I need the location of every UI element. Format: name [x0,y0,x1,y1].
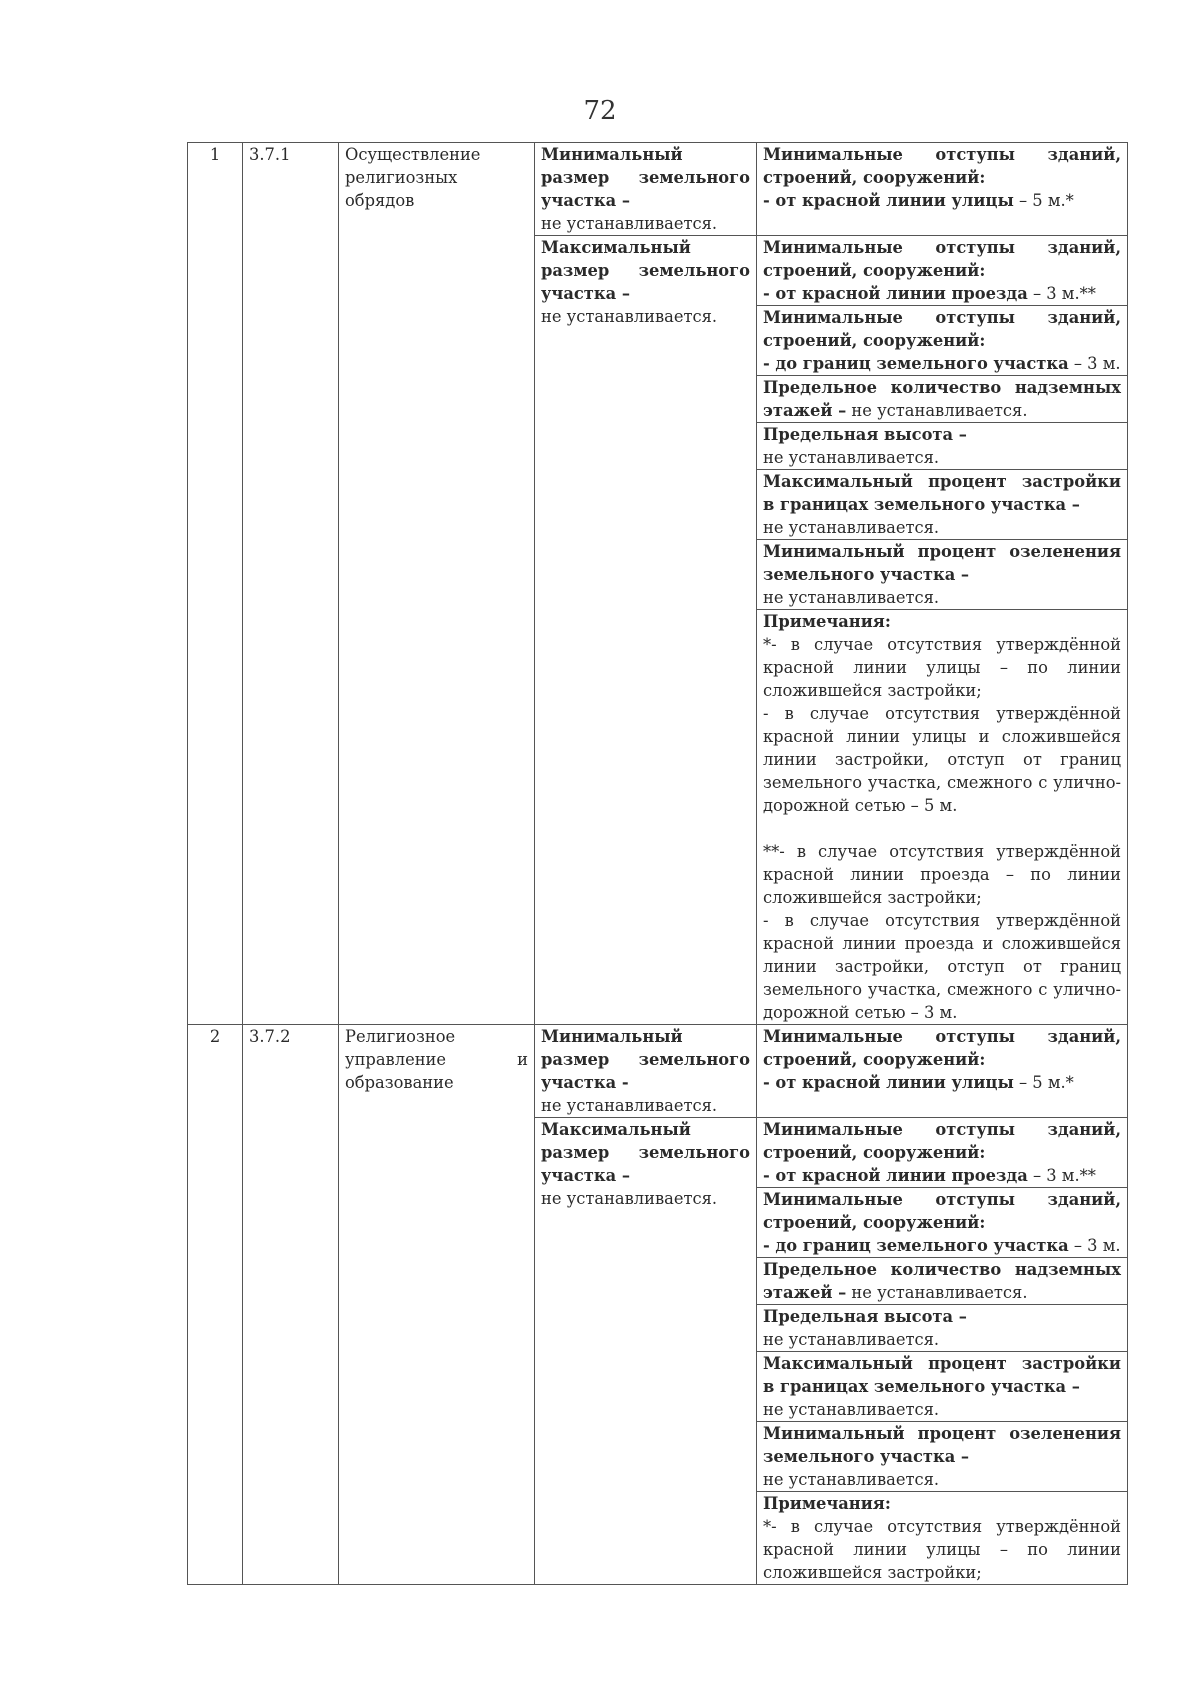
table-row [188,143,1128,236]
setback-title: строений, сооружений: [763,1143,986,1162]
setback-drive [757,236,1128,306]
setback-label: - до границ земельного участка [763,1236,1069,1255]
floors-title: Предельное количество надземных [763,1260,1121,1279]
note-line: сложившейся застройки; [763,681,982,700]
note-line: - в случае отсутствия утверждённой [763,911,1121,930]
min-size-title: участка – [541,191,631,210]
green-pct-value: не устанавливается. [763,1470,940,1489]
max-build-percent [757,1352,1128,1422]
setback-value: – 3 м.** [1027,1166,1096,1185]
build-pct-title: в границах земельного участка – [763,495,1080,514]
max-size-title: участка – [541,1166,631,1185]
max-size-title: размер земельного [541,261,750,280]
max-plot-size [535,1118,757,1585]
max-floors [757,1258,1128,1305]
floors-label: этажей – [763,401,847,420]
note-line: - в случае отсутствия утверждённой [763,704,1121,723]
min-size-title: Минимальный [541,145,683,164]
note-line: красной линии улицы – по линии [763,658,1121,677]
setback-title: строений, сооружений: [763,261,986,280]
use-name-line: Осуществление [345,145,481,164]
build-pct-title: Максимальный процент застройки [763,472,1121,491]
build-pct-value: не устанавливается. [763,1400,940,1419]
setback-border [757,306,1128,376]
setback-label: - от красной линии улицы [763,191,1014,210]
height-value: не устанавливается. [763,1330,940,1349]
setback-title: строений, сооружений: [763,1213,986,1232]
height-title: Предельная высота – [763,1307,967,1326]
setback-street [757,1025,1128,1118]
setback-value: – 3 м. [1068,354,1121,373]
setback-label: - до границ земельного участка [763,354,1069,373]
use-code: 3.7.2 [243,1025,339,1585]
row-number: 2 [188,1025,243,1585]
note-line: **- в случае отсутствия утверждённой [763,842,1121,861]
use-code: 3.7.1 [243,143,339,1025]
setback-label: - от красной линии проезда [763,284,1028,303]
green-pct-title: земельного участка – [763,565,970,584]
use-name-line: образование [345,1073,454,1092]
max-height [757,1305,1128,1352]
setback-title: Минимальные отступы зданий, [763,145,1121,164]
note-line: земельного участка, смежного с улично- [763,980,1121,999]
build-pct-title: Максимальный процент застройки [763,1354,1121,1373]
max-size-title: Максимальный [541,238,691,257]
height-value: не устанавливается. [763,448,940,467]
green-pct-value: не устанавливается. [763,588,940,607]
max-floors [757,376,1128,423]
table-row [188,1025,1128,1118]
setback-street [757,143,1128,236]
note-line: *- в случае отсутствия утверждённой [763,635,1121,654]
notes [757,610,1128,1025]
setback-title: Минимальные отступы зданий, [763,1120,1121,1139]
max-build-percent [757,470,1128,540]
setback-title: Минимальные отступы зданий, [763,1027,1121,1046]
setback-title: строений, сооружений: [763,168,986,187]
use-name [339,1025,535,1585]
use-name-line: религиозных [345,168,458,187]
min-size-title: размер земельного [541,168,750,187]
setback-label: - от красной линии проезда [763,1166,1028,1185]
setback-title: Минимальные отступы зданий, [763,308,1121,327]
notes-title: Примечания: [763,1494,891,1513]
note-line: земельного участка, смежного с улично- [763,773,1121,792]
min-size-value: не устанавливается. [541,214,718,233]
max-size-title: Максимальный [541,1120,691,1139]
note-line: сложившейся застройки; [763,888,982,907]
max-size-title: участка – [541,284,631,303]
use-name-line: обрядов [345,191,415,210]
setback-value: – 5 м.* [1013,191,1074,210]
floors-title: Предельное количество надземных [763,378,1121,397]
note-line: линии застройки, отступ от границ [763,957,1121,976]
regulations-table [187,142,1128,1585]
row-number: 1 [188,143,243,1025]
green-pct-title: Минимальный процент озеленения [763,542,1121,561]
min-size-title: Минимальный [541,1027,683,1046]
setback-title: Минимальные отступы зданий, [763,1190,1121,1209]
min-green-percent [757,540,1128,610]
build-pct-value: не устанавливается. [763,518,940,537]
height-title: Предельная высота – [763,425,967,444]
use-name [339,143,535,1025]
note-line: красной линии улицы и сложившейся [763,727,1121,746]
note-line: линии застройки, отступ от границ [763,750,1121,769]
note-line: сложившейся застройки; [763,1563,982,1582]
min-plot-size [535,143,757,236]
max-plot-size [535,236,757,1025]
note-line: красной линии улицы – по линии [763,1540,1121,1559]
max-size-value: не устанавливается. [541,1189,718,1208]
note-line: красной линии проезда – по линии [763,865,1121,884]
max-size-title: размер земельного [541,1143,750,1162]
floors-value: не устанавливается. [846,401,1028,420]
min-plot-size [535,1025,757,1118]
setback-title: Минимальные отступы зданий, [763,238,1121,257]
min-size-title: размер земельного [541,1050,750,1069]
floors-value: не устанавливается. [846,1283,1028,1302]
max-height [757,423,1128,470]
note-line: дорожной сетью – 3 м. [763,1003,958,1022]
max-size-value: не устанавливается. [541,307,718,326]
setback-value: – 3 м. [1068,1236,1121,1255]
min-size-value: не устанавливается. [541,1096,718,1115]
use-name-line: Религиозное [345,1027,456,1046]
min-size-title: участка - [541,1073,629,1092]
setback-title: строений, сооружений: [763,331,986,350]
min-green-percent [757,1422,1128,1492]
setback-drive [757,1118,1128,1188]
notes [757,1492,1128,1585]
note-gap [763,817,1121,840]
note-line: *- в случае отсутствия утверждённой [763,1517,1121,1536]
use-name-line: управление и [345,1050,528,1069]
note-line: красной линии проезда и сложившейся [763,934,1121,953]
setback-value: – 3 м.** [1027,284,1096,303]
green-pct-title: Минимальный процент озеленения [763,1424,1121,1443]
notes-title: Примечания: [763,612,891,631]
setback-title: строений, сооружений: [763,1050,986,1069]
setback-label: - от красной линии улицы [763,1073,1014,1092]
build-pct-title: в границах земельного участка – [763,1377,1080,1396]
note-line: дорожной сетью – 5 м. [763,796,958,815]
green-pct-title: земельного участка – [763,1447,970,1466]
setback-border [757,1188,1128,1258]
setback-value: – 5 м.* [1013,1073,1074,1092]
floors-label: этажей – [763,1283,847,1302]
page-number: 72 [583,96,617,126]
